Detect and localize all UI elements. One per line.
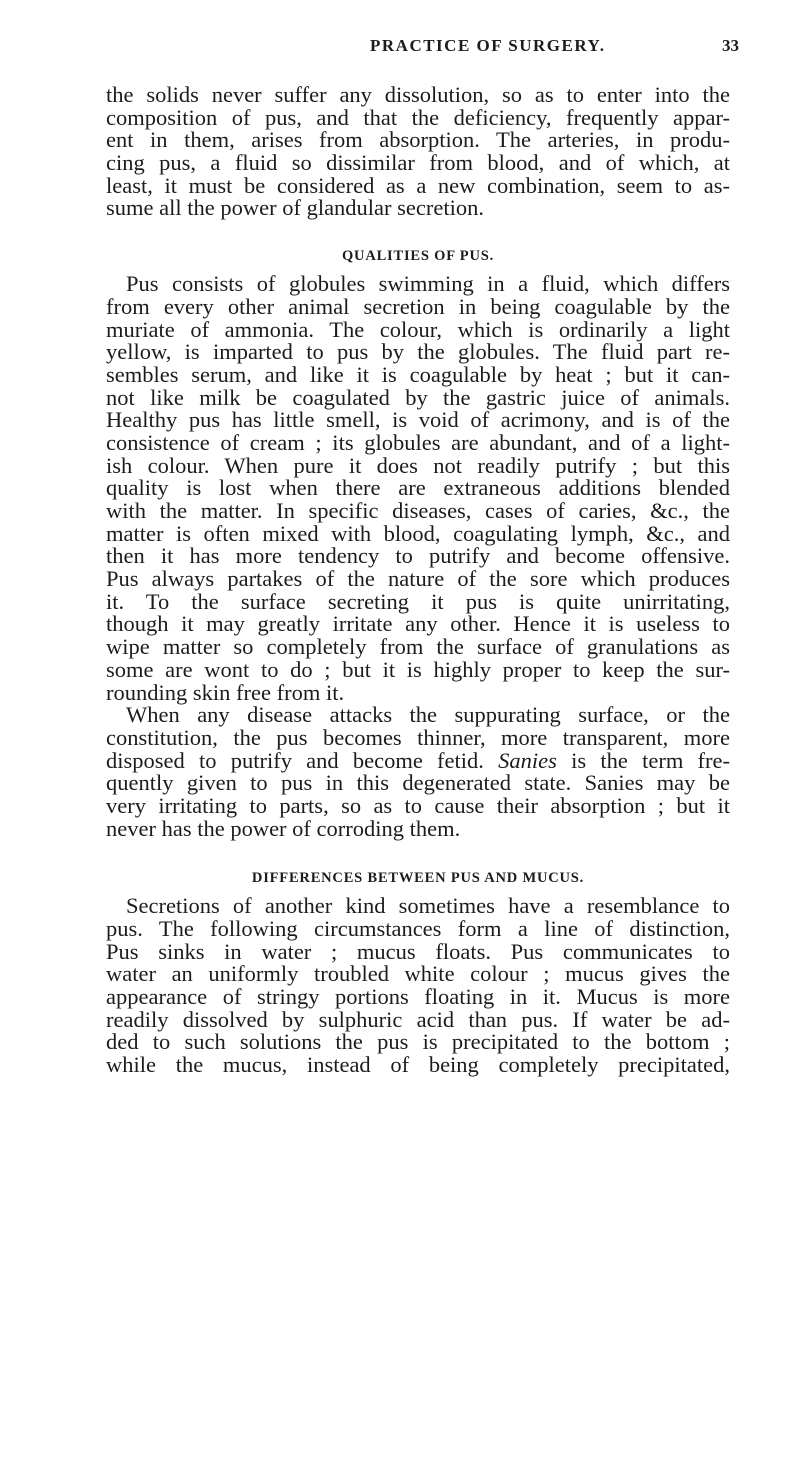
text-line: cing pus, a fluid so dissimilar from blood, and of which, at [106,150,730,176]
text-line: yellow, is imparted to pus by the globules. The fluid part re- [106,339,730,365]
page-number: 33 [722,36,739,55]
text-line [106,747,731,773]
text-line: with the matter. In specific diseases, cases of caries, &c., the [106,498,730,523]
running-title: PRACTICE OF SURGERY. [370,36,606,55]
text-line: Pus consists of globules swimming in a fluid, which differs [126,271,730,297]
text-line: rounding skin free from it. [106,679,345,705]
text-line: quality is lost when there are extraneous additions blended [106,475,730,501]
text-line: water an uniformly troubled white colour ; mucus gives the [106,961,730,987]
text-line: Healthy pus has little smell, is void of acrimony, and is of the [106,407,730,433]
text-line: least, it must be considered as a new combination, seem to as- [106,172,730,198]
text-line: while the mucus, instead of being completely precipitated, [106,1052,730,1078]
text-line: then it has more tendency to putrify and become offensive. [106,543,730,569]
paragraph-qualities-2 [106,704,730,840]
text-line: it. To the surface secreting it pus is quite unirritating, [106,588,730,614]
text-line: sume all the power of glandular secretion. [106,195,484,221]
text-line: sembles serum, and like it is coagulable by heat ; but it can- [106,361,730,387]
running-head [0,36,800,66]
text-segment: is the term fre- [571,747,731,773]
paragraph-continued [106,84,730,220]
text-line: muriate of ammonia. The colour, which is ordinarily a light [106,316,730,342]
text-line: When any disease attacks the suppurating surface, or the [126,702,730,728]
text-line: readily dissolved by sulphuric acid than pus. If water be ad- [106,1006,730,1032]
text-line: very irritating to parts, so as to cause their absorption ; but it [106,792,730,818]
text-line: wipe matter so completely from the surface of granulations as [106,634,730,660]
text-line: appearance of stringy portions floating in it. Mucus is more [106,984,730,1010]
text-line: not like milk be coagulated by the gastric juice of animals. [106,384,730,410]
text-segment: disposed to putrify and become fetid. [106,747,484,773]
italic-term-sanies: Sanies [498,747,557,773]
text-line: Secretions of another kind sometimes have a resemblance to [126,893,730,919]
text-line: though it may greatly irritate any other. Hence it is useless to [106,611,730,637]
paragraph-differences-1 [106,895,730,1077]
text-line: some are wont to do ; but it is highly proper to keep the sur- [106,656,730,682]
text-line: Pus always partakes of the nature of the sore which produces [106,566,730,592]
text-line: Pus sinks in water ; mucus floats. Pus communicates to [106,938,730,964]
text-line: matter is often mixed with blood, coagulating lymph, &c., and [106,520,730,546]
body-text [106,84,730,1077]
section-heading-qualities: QUALITIES OF PUS. [341,248,495,265]
text-line: pus. The following circumstances form a line of distinction, [106,916,730,941]
text-line: ded to such solutions the pus is precipitated to the bottom ; [106,1029,730,1055]
text-line: from every other animal secretion in being coagulable by the [106,293,730,319]
text-line: the solids never suffer any dissolution, so as to enter into the [106,82,730,107]
text-line: consistence of cream ; its globules are abundant, and of a light- [106,429,730,455]
text-line: ent in them, arises from absorption. The arteries, in produ- [106,127,730,153]
text-line: constitution, the pus becomes thinner, more transparent, more [106,724,730,750]
section-heading-differences: DIFFERENCES BETWEEN PUS AND MUCUS. [251,870,585,887]
text-line: composition of pus, and that the deficiency, frequently appar- [106,104,730,130]
paragraph-qualities-1 [106,273,730,704]
text-line: quently given to pus in this degenerated state. Sanies may be [106,770,730,796]
text-line: ish colour. When pure it does not readily putrify ; but this [106,452,730,478]
text-line: never has the power of corroding them. [106,815,461,841]
